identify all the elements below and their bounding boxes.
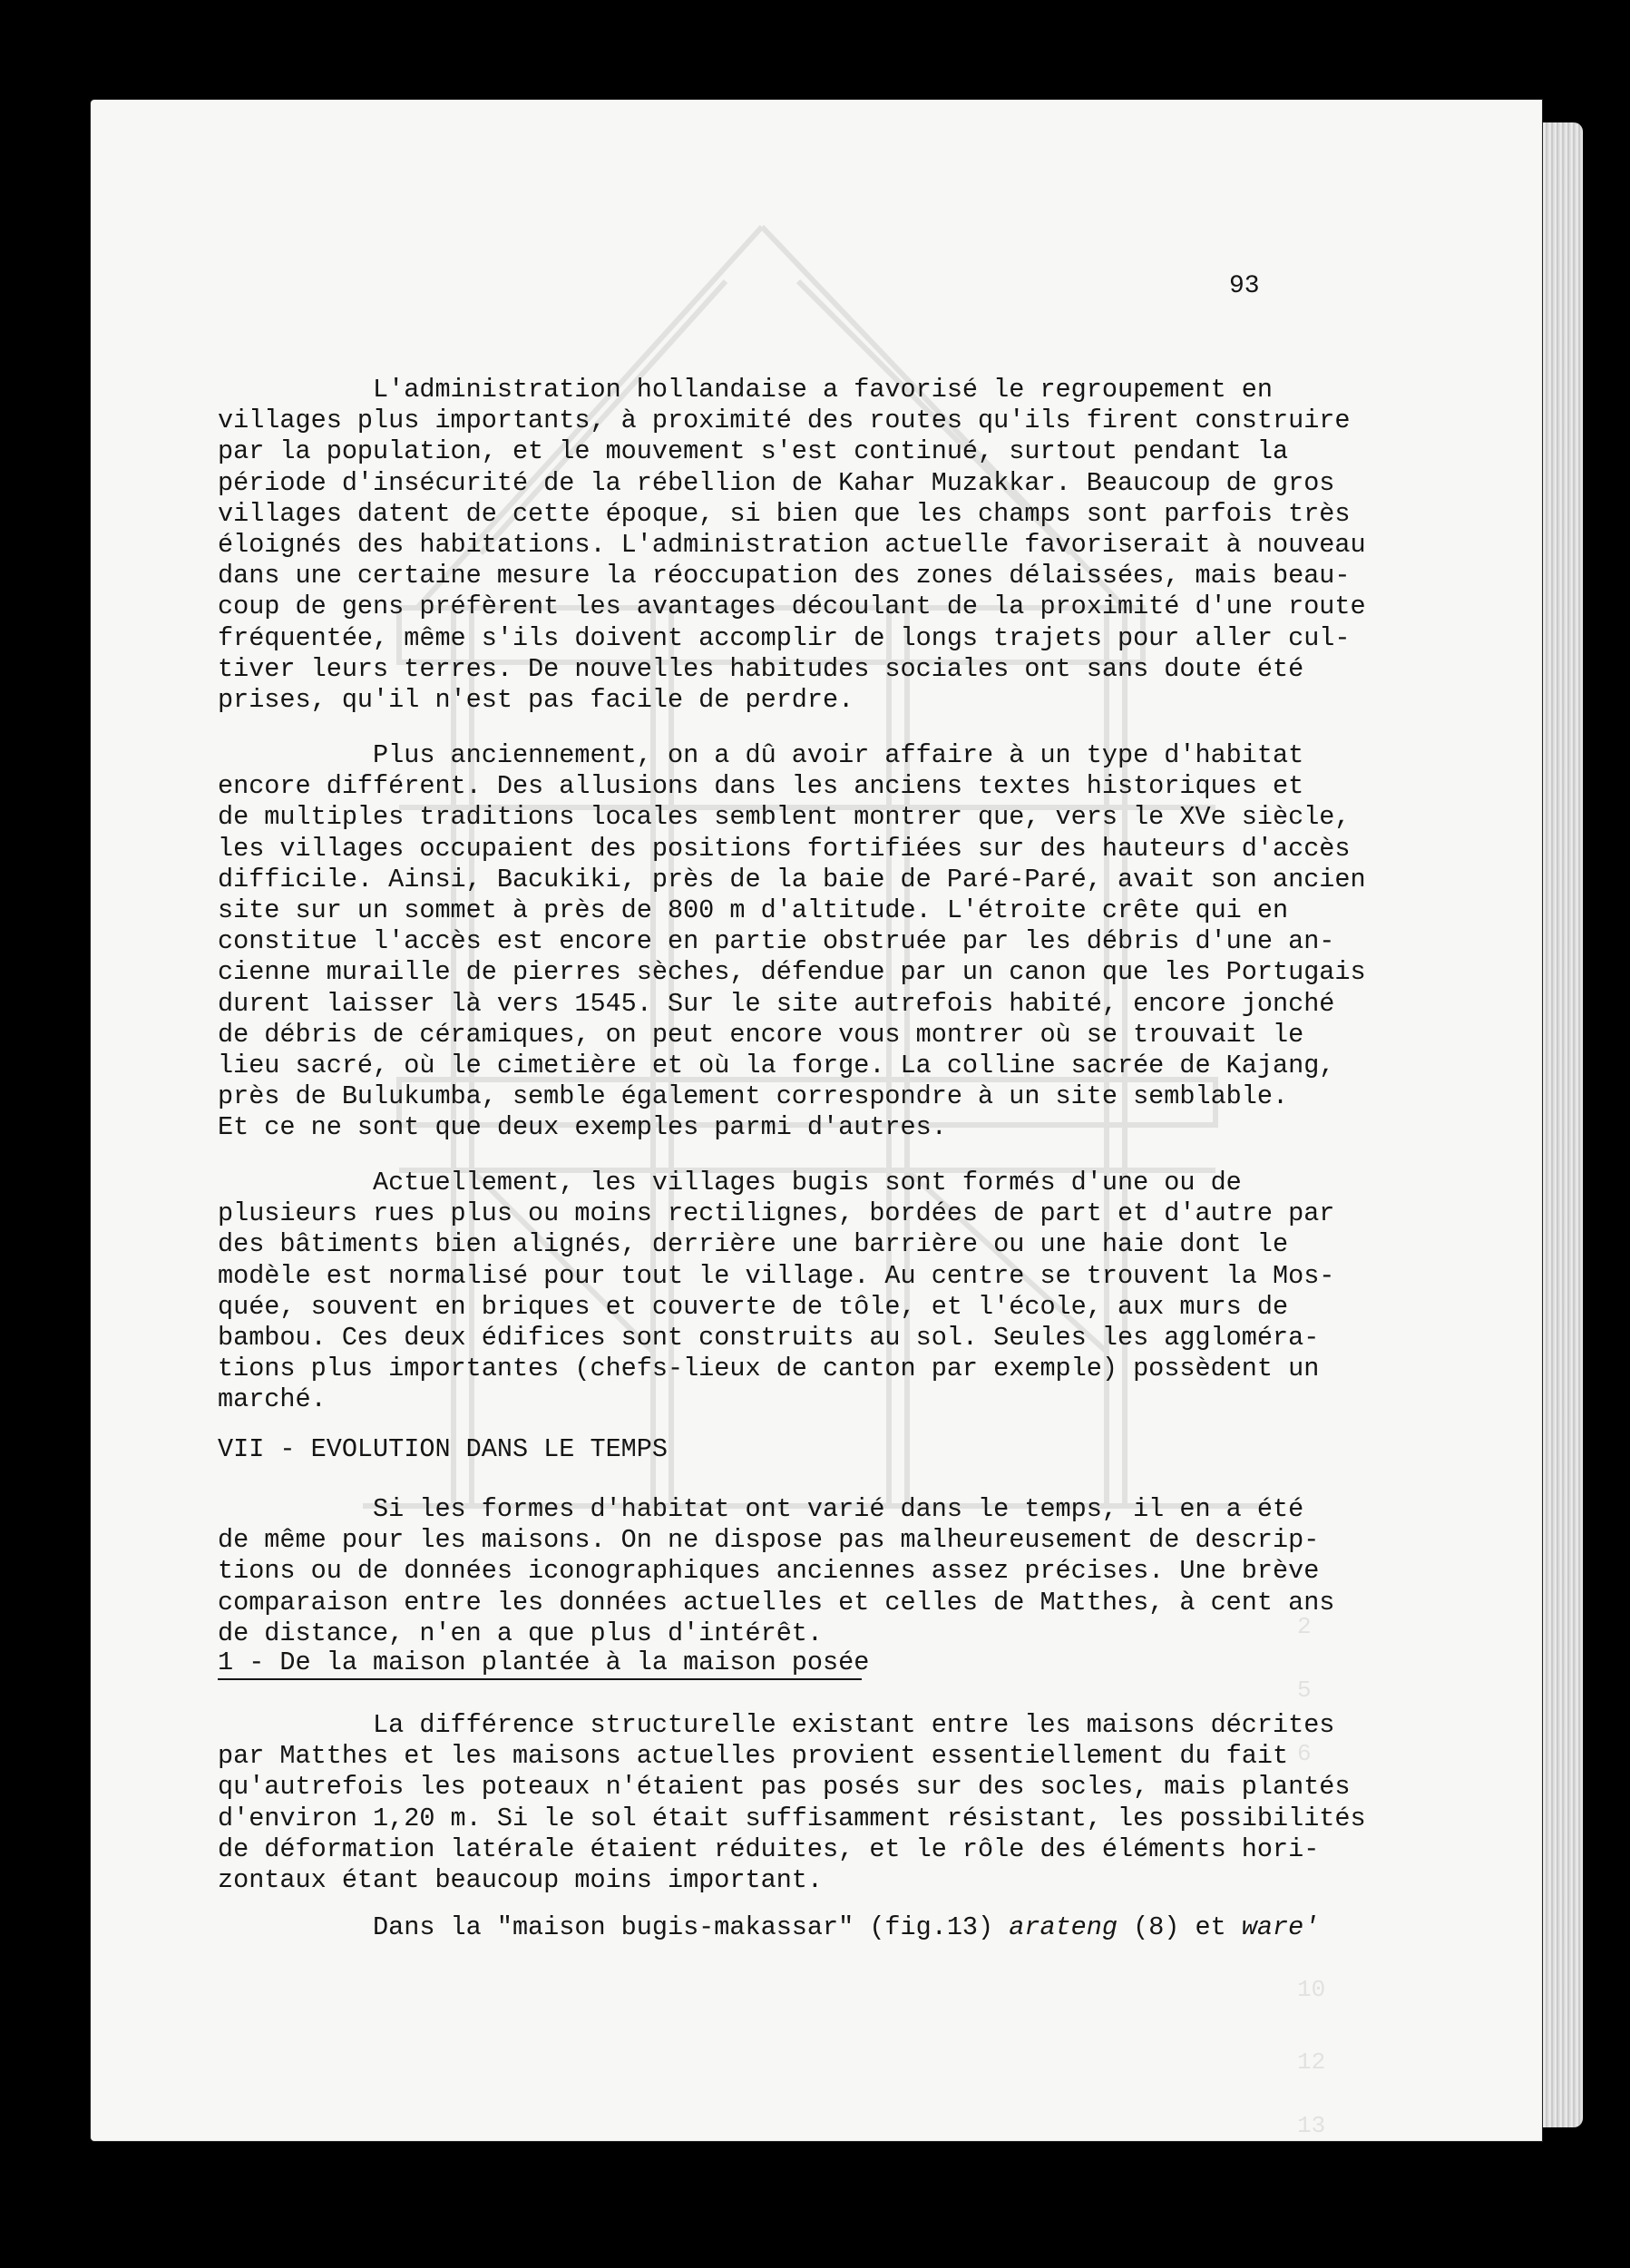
svg-text:6: 6 <box>1297 1740 1312 1767</box>
page-text <box>91 100 1542 2141</box>
page-number: 93 <box>1229 272 1260 300</box>
subsection-heading: 1 - De la maison plantée à la maison posée <box>218 1647 870 1677</box>
section-heading: VII - EVOLUTION DANS LE TEMPS <box>218 1434 668 1464</box>
paragraph-2: Plus anciennement, on a dû avoir affaire à un type d'habitat encore différent. Des allusions dans les anciens textes historiques et de multiples traditions locales semblent montrer que, vers le XVe siècle, les villages occupaient des positions fortifiées sur des hauteurs d'accès difficile. Ainsi, Bacukiki, près de la baie de Paré-Paré, avait son ancien site sur un sommet à près de 800 m d'altitude. L'étroite crête qui en constitue l'accès est encore en partie obstruée par les débris d'une an- cienne muraille de pierres sèches, défendue par un canon que les Portugais durent laisser là vers 1545. Sur le site autrefois habité, encore jonché de débris de céramiques, on peut encore vous montrer où se trouvait le lieu sacré, où le cimetière et où la forge. La colline sacrée de Kajang, près de Bulukumba, semble également correspondre à un site semblable. Et ce ne sont que deux exemples parmi d'autres. <box>218 740 1366 1143</box>
line-text-start: Dans la "maison bugis-makassar" (fig.13) <box>218 1912 1010 1942</box>
svg-text:13: 13 <box>1297 2112 1326 2139</box>
paragraph-6-first-line <box>218 1912 1361 1943</box>
term-arateng: arateng <box>1009 1912 1118 1942</box>
paragraph-4: Si les formes d'habitat ont varié dans le temps, il en a été de même pour les maisons. On ne dispose pas malheureusement de descrip- tions ou de données iconographiques anciennes assez précises. Une brève comparaison entre les données actuelles et celles de Matthes, à cent ans de distance, n'en a que plus d'intérêt. <box>218 1494 1335 1648</box>
line-text-middle: (8) et <box>1117 1912 1242 1942</box>
svg-text:10: 10 <box>1297 1976 1326 2003</box>
subsection-underline <box>218 1678 862 1680</box>
paragraph-3: Actuellement, les villages bugis sont formés d'une ou de plusieurs rues plus ou moins rectilignes, bordées de part et d'autre par des bâtiments bien alignés, derrière une barrière ou une haie dont le modèle est normalisé pour tout le village. Au centre se trouvent la Mos- quée, souvent en briques et couverte de tôle, et l'école, aux murs de bambou. Ces deux édifices sont construits au sol. Seules les aggloméra- tions plus importantes (chefs-lieux de canton par exemple) possèdent un marché. <box>218 1168 1335 1415</box>
svg-text:2: 2 <box>1297 1613 1312 1640</box>
paragraph-5: La différence structurelle existant entre les maisons décrites par Matthes et les maisons actuelles provient essentiellement du fait qu'autrefois les poteaux n'étaient pas posés sur des socles, mais plantés d'environ 1,20 m. Si le sol était suffisamment résistant, les possibilités de déformation latérale étaient réduites, et le rôle des éléments hori- zontaux étant beaucoup moins important. <box>218 1710 1366 1896</box>
svg-text:12: 12 <box>1297 2048 1326 2076</box>
term-ware: ware' <box>1241 1912 1320 1942</box>
book-page <box>91 100 1542 2141</box>
svg-text:5: 5 <box>1297 1677 1312 1704</box>
paragraph-1: L'administration hollandaise a favorisé le regroupement en villages plus importants, à proximité des routes qu'ils firent construire par la population, et le mouvement s'est continué, surtout pendant la période d'insécurité de la rébellion de Kahar Muzakkar. Beaucoup de gros villages datent de cette époque, si bien que les champs sont parfois très éloignés des habitations. L'administration actuelle favoriserait à nouveau dans une certaine mesure la réoccupation des zones délaissées, mais beau- coup de gens préfèrent les avantages découlant de la proximité d'une route fréquentée, même s'ils doivent accomplir de longs trajets pour aller cul- tiver leurs terres. De nouvelles habitudes sociales ont sans doute été prises, qu'il n'est pas facile de perdre. <box>218 375 1366 716</box>
